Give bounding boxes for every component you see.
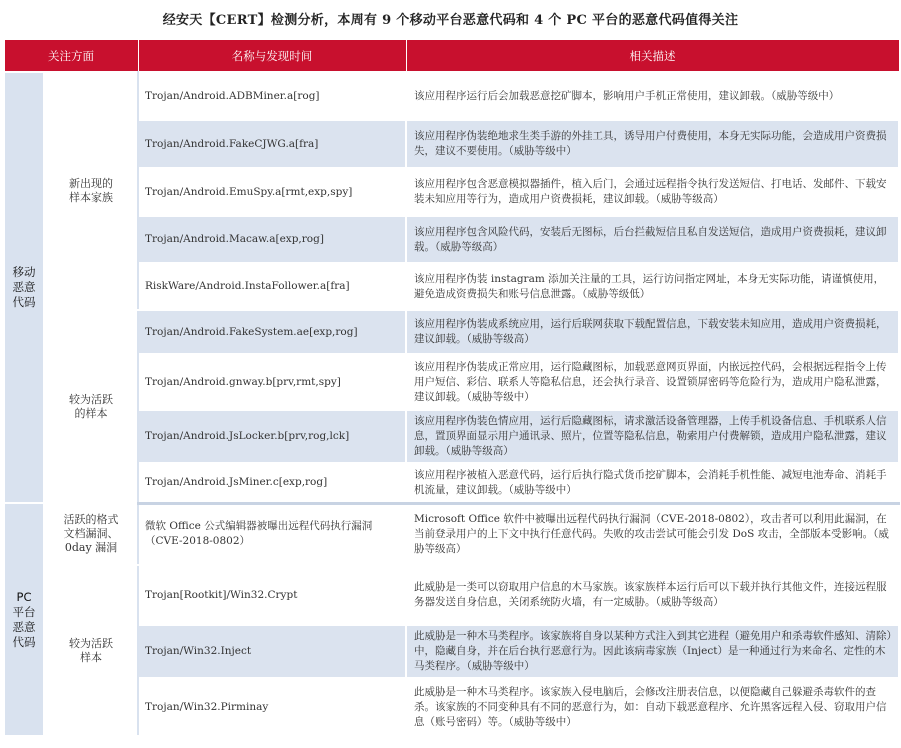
table-row: [4, 120, 899, 168]
header-focus: 关注方面: [4, 40, 138, 73]
malware-table: [3, 39, 900, 737]
malware-name: Trojan[Rootkit]/Win32.Crypt: [138, 565, 406, 625]
malware-name: Trojan/Android.JsLocker.b[prv,rog,lck]: [138, 410, 406, 463]
table-row: [4, 678, 899, 736]
malware-name: Trojan/Android.gnway.b[prv,rmt,spy]: [138, 354, 406, 410]
table-row: [4, 463, 899, 503]
subgroup-new-families: 新出现的 样本家族: [44, 72, 138, 310]
malware-name: Trojan/Android.JsMiner.c[exp,rog]: [138, 463, 406, 503]
malware-description: Microsoft Office 软件中被曝出远程代码执行漏洞（CVE-2018-0802），攻击者可以利用此漏洞，在当前登录用户的上下文中执行任意代码。失败的攻击尝试可能会引发 DoS 攻击，全部版本受影响。（威胁等级高）: [406, 503, 899, 565]
malware-description: 此威胁是一种木马类程序。该家族入侵电脑后，会修改注册表信息，以便隐藏自己躲避杀毒软件的查杀。该家族的不同变种具有不同的恶意行为，如：自动下载恶意程序、允许黑客远程入侵、窃取用户信息（账号密码）等。（威胁等级中）: [406, 678, 899, 736]
table-row: [4, 72, 899, 120]
table-caption: 经安天【CERT】检测分析，本周有 9 个移动平台恶意代码和 4 个 PC 平台的恶意代码值得关注: [162, 13, 739, 28]
table-header-row: [4, 40, 899, 73]
malware-description: 该应用程序伪装绝地求生类手游的外挂工具，诱导用户付费使用，本身无实际功能，会造成用户资费损失，建议不要使用。（威胁等级中）: [406, 120, 899, 168]
table-row: [4, 263, 899, 310]
table-row: [4, 216, 899, 263]
category-pc: PC 平台 恶意 代码: [4, 503, 44, 736]
malware-description: 该应用程序包含恶意模拟器插件，植入后门，会通过远程指令执行发送短信、打电话、发邮件、下载安装未知应用等行为，造成用户资费损耗，建议卸载。（威胁等级高）: [406, 168, 899, 216]
malware-name: Trojan/Android.EmuSpy.a[rmt,exp,spy]: [138, 168, 406, 216]
malware-description: 该应用程序伪装成系统应用，运行后联网获取下载配置信息，下载安装未知应用，造成用户资费损耗，建议卸载。（威胁等级高）: [406, 310, 899, 354]
malware-description: 该应用程序运行后会加载恶意挖矿脚本，影响用户手机正常使用，建议卸载。（威胁等级中）: [406, 72, 899, 120]
malware-description: 该应用程序被植入恶意代码，运行后执行隐式货币挖矿脚本，会消耗手机性能、减短电池寿命、消耗手机流量，建议卸载。（威胁等级中）: [406, 463, 899, 503]
malware-name: Trojan/Win32.Inject: [138, 625, 406, 678]
malware-name: Trojan/Android.FakeCJWG.a[fra]: [138, 120, 406, 168]
malware-name: RiskWare/Android.InstaFollower.a[fra]: [138, 263, 406, 310]
subgroup-active-pc-samples: 较为活跃 样本: [44, 565, 138, 736]
header-description: 相关描述: [406, 40, 899, 73]
malware-description: 此威胁是一种木马类程序。该家族将自身以某种方式注入到其它进程（避免用户和杀毒软件感知、清除）中，隐藏自身，并在后台执行恶意行为。因此该病毒家族（Inject）是一种通过行为来命名、定性的木马类程序。（威胁等级中）: [406, 625, 899, 678]
table-row: [4, 354, 899, 410]
table-row: [4, 168, 899, 216]
malware-description: 该应用程序伪装色情应用，运行后隐藏图标，请求激活设备管理器，上传手机设备信息、手机联系人信息，置顶界面显示用户通讯录、照片，位置等隐私信息，勒索用户付费解锁，造成用户隐私泄露，建议卸载。（威胁等级高）: [406, 410, 899, 463]
malware-name: Trojan/Android.Macaw.a[exp,rog]: [138, 216, 406, 263]
table-row: [4, 310, 899, 354]
category-mobile: 移动 恶意 代码: [4, 72, 44, 503]
subgroup-active-samples: 较为活跃 的样本: [44, 310, 138, 503]
table-row: [4, 410, 899, 463]
table-row: [4, 565, 899, 625]
subgroup-format-vulns: 活跃的格式 文档漏洞、 0day 漏洞: [44, 503, 138, 565]
malware-description: 该应用程序包含风险代码，安装后无图标，后台拦截短信且私自发送短信，造成用户资费损耗，建议卸载。（威胁等级高）: [406, 216, 899, 263]
table-row: [4, 625, 899, 678]
header-name: 名称与发现时间: [138, 40, 406, 73]
malware-description: 此威胁是一类可以窃取用户信息的木马家族。该家族样本运行后可以下载并执行其他文件，连接远程服务器发送自身信息，关闭系统防火墙，有一定威胁。（威胁等级高）: [406, 565, 899, 625]
table-row: [4, 503, 899, 565]
malware-name: 微软 Office 公式编辑器被曝出远程代码执行漏洞（CVE-2018-0802）: [138, 503, 406, 565]
malware-name: Trojan/Android.ADBMiner.a[rog]: [138, 72, 406, 120]
malware-description: 该应用程序伪装成正常应用，运行隐藏图标，加载恶意网页界面，内嵌远控代码，会根据远程指令上传用户短信、彩信、联系人等隐私信息，还会执行录音、设置锁屏密码等危险行为，造成用户隐私泄露，建议卸载。（威胁等级中）: [406, 354, 899, 410]
malware-name: Trojan/Android.FakeSystem.ae[exp,rog]: [138, 310, 406, 354]
malware-description: 该应用程序伪装 instagram 添加关注量的工具，运行访问指定网址，本身无实际功能，请谨慎使用，避免造成资费损失和账号信息泄露。（威胁等级低）: [406, 263, 899, 310]
malware-name: Trojan/Win32.Pirminay: [138, 678, 406, 736]
